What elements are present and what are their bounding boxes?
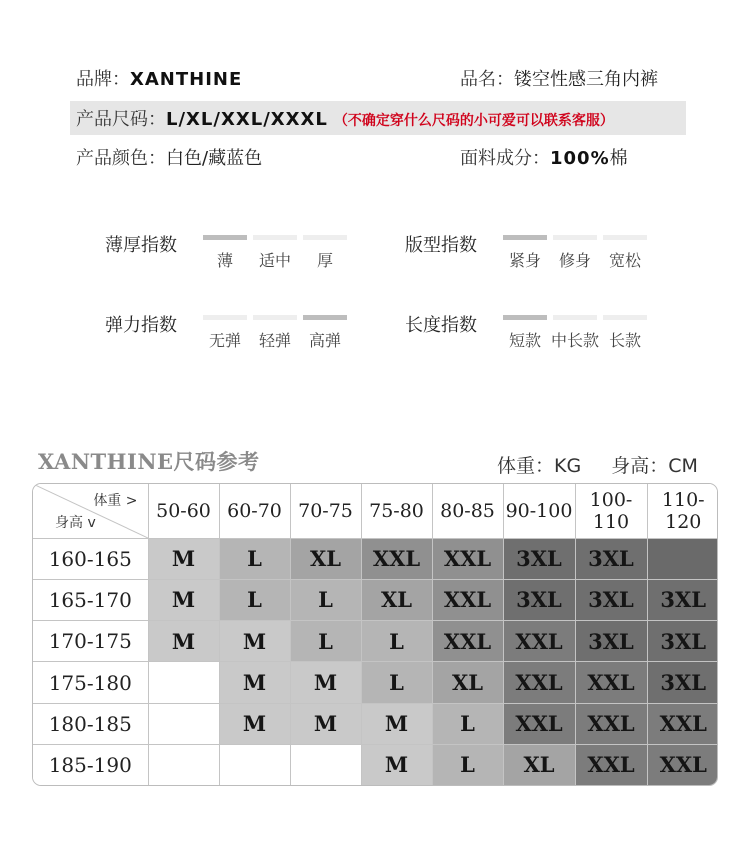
length-option-label: 中长款 — [551, 331, 600, 350]
size-cell: 3XL — [503, 579, 575, 620]
thickness-option-label: 厚 — [316, 251, 333, 270]
size-cell: M — [148, 579, 219, 620]
height-range-header: 175-180 — [33, 662, 148, 703]
size-cell: M — [148, 538, 219, 579]
size-cell — [219, 744, 290, 785]
fit-index-title: 版型指数 — [405, 235, 477, 256]
product-name-value: 镂空性感三角内裤 — [514, 69, 658, 90]
size-cell: XXL — [575, 662, 647, 703]
length-option-bar — [553, 315, 597, 320]
size-chart-units — [497, 451, 698, 478]
size-cell: XXL — [575, 744, 647, 785]
thickness-option-bar — [203, 235, 247, 240]
size-cell: XXL — [647, 744, 718, 785]
length-option — [551, 315, 600, 351]
length-option — [603, 315, 647, 351]
size-cell: XXL — [361, 538, 432, 579]
height-range-header: 170-175 — [33, 621, 148, 662]
fit-option-label: 宽松 — [608, 251, 641, 270]
size-cell: 3XL — [575, 621, 647, 662]
weight-range-header: 50-60 — [148, 484, 219, 538]
size-cell — [647, 538, 718, 579]
brand-label: 品牌： — [76, 69, 130, 90]
size-cell: XXL — [432, 579, 503, 620]
thickness-option-label: 薄 — [216, 251, 233, 270]
size-cell: 3XL — [575, 579, 647, 620]
elasticity-option-label: 轻弹 — [258, 331, 291, 350]
size-cell: L — [219, 579, 290, 620]
size-cell: M — [148, 621, 219, 662]
fit-option-bar — [553, 235, 597, 240]
size-cell: 3XL — [647, 662, 718, 703]
fit-option-bar — [503, 235, 547, 240]
height-range-header: 165-170 — [33, 579, 148, 620]
elasticity-option — [303, 315, 347, 351]
length-index-bars — [503, 315, 647, 351]
size-chart-table — [32, 483, 718, 786]
size-cell: XL — [432, 662, 503, 703]
height-unit: 身高：CM — [611, 455, 698, 477]
size-cell: XXL — [503, 703, 575, 744]
weight-range-header: 110-120 — [647, 484, 718, 538]
brand-field — [76, 65, 242, 91]
elasticity-option-label: 无弹 — [208, 331, 241, 350]
length-option-bar — [503, 315, 547, 320]
fit-option-label: 紧身 — [508, 251, 541, 270]
weight-range-header: 90-100 — [503, 484, 575, 538]
size-cell: XXL — [503, 621, 575, 662]
table-row — [33, 621, 718, 662]
size-cell: L — [361, 621, 432, 662]
product-name-field — [460, 65, 658, 91]
table-row — [33, 538, 718, 579]
elasticity-option-label: 高弹 — [308, 331, 341, 350]
size-row — [70, 101, 686, 135]
size-cell: 3XL — [647, 621, 718, 662]
fit-option-label: 修身 — [558, 251, 591, 270]
size-cell — [148, 703, 219, 744]
size-cell: XL — [503, 744, 575, 785]
size-cell: L — [361, 662, 432, 703]
size-cell: XXL — [575, 703, 647, 744]
size-cell: M — [219, 621, 290, 662]
size-cell — [148, 744, 219, 785]
table-row — [33, 744, 718, 785]
thickness-option-bar — [253, 235, 297, 240]
weight-unit: 体重：KG — [497, 455, 582, 477]
color-label: 产品颜色： — [76, 148, 166, 169]
size-field — [76, 105, 614, 131]
size-cell: L — [219, 538, 290, 579]
height-range-header: 185-190 — [33, 744, 148, 785]
size-label: 产品尺码： — [76, 109, 166, 130]
table-row — [33, 579, 718, 620]
size-note: （不确定穿什么尺码的小可爱可以联系客服） — [333, 113, 614, 129]
size-cell: XXL — [432, 538, 503, 579]
brand-value: XANTHINE — [130, 69, 243, 90]
size-cell: 3XL — [575, 538, 647, 579]
size-cell: L — [290, 579, 361, 620]
elasticity-option-bar — [253, 315, 297, 320]
size-cell: XXL — [647, 703, 718, 744]
fabric-field — [460, 144, 628, 170]
size-chart-title: XANTHINE尺码参考 — [38, 449, 260, 474]
size-cell — [290, 744, 361, 785]
size-value: L/XL/XXL/XXXL — [166, 109, 328, 130]
elasticity-index-bars — [203, 315, 347, 351]
size-cell: L — [432, 744, 503, 785]
size-cell: XXL — [503, 662, 575, 703]
thickness-option — [203, 235, 247, 271]
weight-range-header: 100-110 — [575, 484, 647, 538]
fabric-value: 100% — [550, 148, 610, 169]
corner-height-label: 身高 v — [55, 514, 96, 531]
weight-range-header: 60-70 — [219, 484, 290, 538]
size-cell: M — [219, 703, 290, 744]
size-cell: XXL — [432, 621, 503, 662]
fabric-label: 面料成分： — [460, 148, 550, 169]
length-option-label: 长款 — [608, 331, 641, 350]
size-cell: M — [290, 703, 361, 744]
thickness-index-title: 薄厚指数 — [105, 235, 177, 256]
product-name-label: 品名： — [460, 69, 514, 90]
fit-option — [503, 235, 547, 271]
elasticity-option-bar — [303, 315, 347, 320]
weight-range-header: 80-85 — [432, 484, 503, 538]
elasticity-option-bar — [203, 315, 247, 320]
length-index-title: 长度指数 — [405, 315, 477, 336]
color-field — [76, 144, 262, 170]
length-option-label: 短款 — [508, 331, 541, 350]
thickness-option — [253, 235, 297, 271]
size-cell: M — [361, 703, 432, 744]
thickness-option — [303, 235, 347, 271]
size-cell: 3XL — [503, 538, 575, 579]
table-row — [33, 703, 718, 744]
fit-index-bars — [503, 235, 647, 271]
fit-option — [603, 235, 647, 271]
elasticity-option — [253, 315, 297, 351]
height-range-header: 160-165 — [33, 538, 148, 579]
fit-option — [553, 235, 597, 271]
thickness-option-bar — [303, 235, 347, 240]
size-cell — [148, 662, 219, 703]
fabric-material: 棉 — [609, 148, 628, 169]
thickness-index-bars — [203, 235, 347, 271]
size-cell: XL — [361, 579, 432, 620]
color-value: 白色/藏蓝色 — [166, 148, 263, 169]
elasticity-option — [203, 315, 247, 351]
weight-range-header: 75-80 — [361, 484, 432, 538]
table-row — [33, 662, 718, 703]
table-corner — [33, 484, 148, 538]
color-row — [70, 140, 686, 174]
weight-range-header: 70-75 — [290, 484, 361, 538]
size-cell: L — [432, 703, 503, 744]
size-cell: XL — [290, 538, 361, 579]
corner-weight-label: 体重 > — [93, 493, 138, 509]
elasticity-index-title: 弹力指数 — [105, 315, 177, 336]
size-cell: M — [290, 662, 361, 703]
size-cell: M — [219, 662, 290, 703]
size-cell: L — [290, 621, 361, 662]
size-cell: M — [361, 744, 432, 785]
size-cell: 3XL — [647, 579, 718, 620]
length-option-bar — [603, 315, 647, 320]
thickness-option-label: 适中 — [258, 251, 291, 270]
height-range-header: 180-185 — [33, 703, 148, 744]
fit-option-bar — [603, 235, 647, 240]
brand-row — [70, 61, 686, 95]
length-option — [503, 315, 547, 351]
